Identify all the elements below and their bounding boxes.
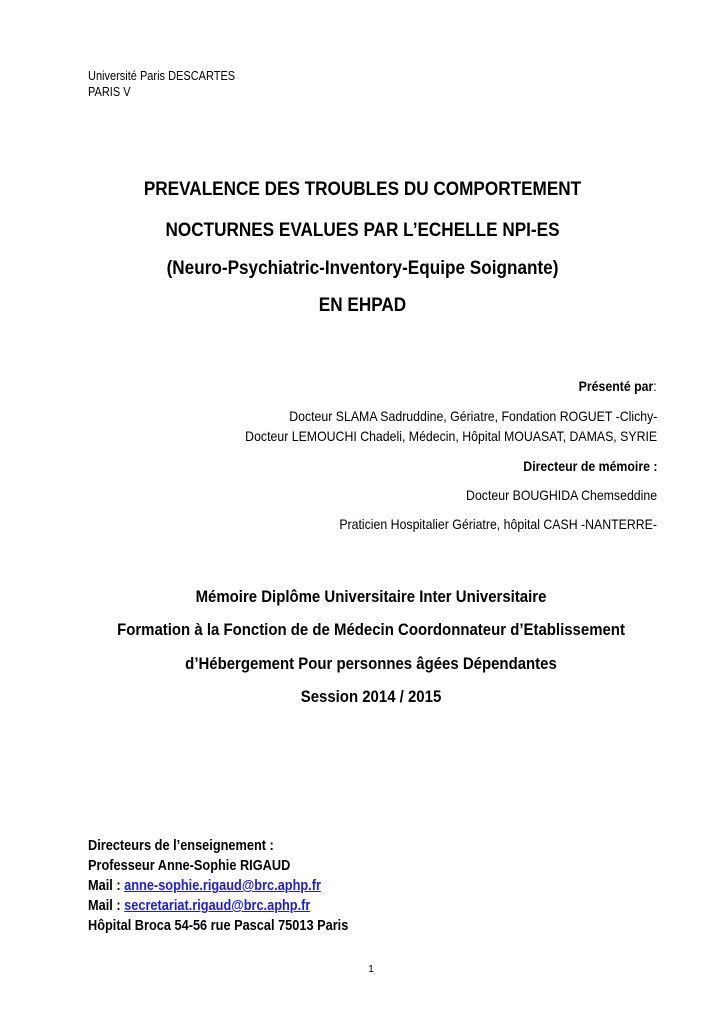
mail-line-1 bbox=[88, 876, 348, 896]
presented-by-label bbox=[579, 378, 657, 394]
presented-by-colon: : bbox=[653, 378, 657, 394]
title-line-4: EN EHPAD bbox=[318, 294, 407, 316]
page-number: 1 bbox=[368, 964, 374, 975]
university-header bbox=[88, 68, 235, 100]
mail-label-2: Mail : bbox=[88, 898, 125, 914]
director-label: Directeur de mémoire : bbox=[522, 458, 657, 474]
university-name: Université Paris DESCARTES bbox=[88, 69, 236, 83]
diploma-line-2: Formation à la Fonction de de Médecin Coordonnateur d’Etablissement bbox=[117, 620, 625, 639]
author-1: Docteur SLAMA Sadruddine, Gériatre, Fondation ROGUET -Clichy- bbox=[288, 408, 657, 424]
title-line-1: PREVALENCE DES TROUBLES DU COMPORTEMENT bbox=[143, 178, 582, 200]
professor-name: Professeur Anne-Sophie RIGAUD bbox=[88, 858, 291, 874]
university-subtitle: PARIS V bbox=[88, 85, 131, 99]
teaching-directors-heading: Directeurs de l’enseignement : bbox=[88, 838, 274, 854]
email-link-secretariat[interactable]: secretariat.rigaud@brc.aphp.fr bbox=[124, 898, 311, 914]
diploma-line-1: Mémoire Diplôme Universitaire Inter Universitaire bbox=[195, 587, 547, 606]
title-line-3: (Neuro-Psychiatric-Inventory-Equipe Soignante) bbox=[166, 257, 559, 279]
session-line: Session 2014 / 2015 bbox=[300, 687, 442, 706]
presented-by-text: Présenté par bbox=[578, 378, 654, 394]
email-link-rigaud[interactable]: anne-sophie.rigaud@brc.aphp.fr bbox=[124, 878, 321, 894]
title-line-2: NOCTURNES EVALUES PAR L’ECHELLE NPI-ES bbox=[165, 219, 560, 241]
mail-label-1: Mail : bbox=[88, 878, 125, 894]
author-2: Docteur LEMOUCHI Chadeli, Médecin, Hôpital MOUASAT, DAMAS, SYRIE bbox=[245, 428, 657, 444]
director-name: Docteur BOUGHIDA Chemseddine bbox=[465, 487, 657, 503]
director-position: Praticien Hospitalier Gériatre, hôpital CASH -NANTERRE- bbox=[339, 516, 657, 532]
hospital-address: Hôpital Broca 54-56 rue Pascal 75013 Paris bbox=[88, 918, 349, 934]
diploma-line-3: d’Hébergement Pour personnes âgées Dépendantes bbox=[185, 654, 557, 673]
teaching-directors-block bbox=[88, 836, 348, 936]
mail-line-2 bbox=[88, 896, 348, 916]
